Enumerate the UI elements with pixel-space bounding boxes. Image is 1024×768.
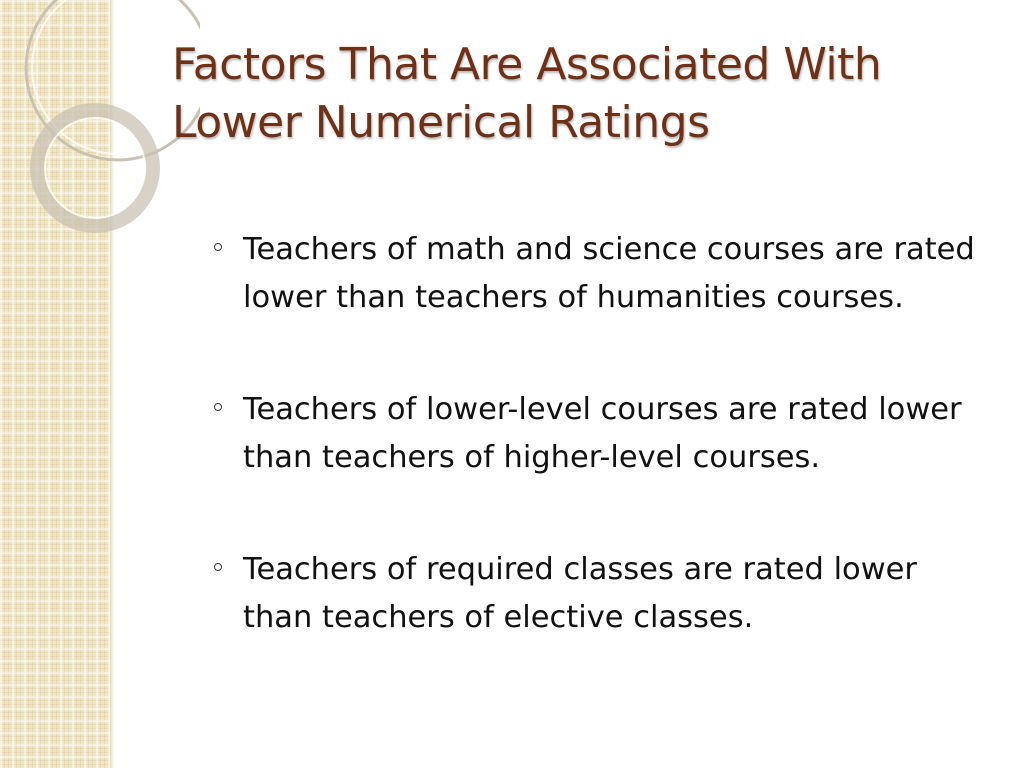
hollow-circle-bullet-icon [214,403,222,411]
ring-ornament-icon [0,0,200,260]
bullet-list [210,226,990,642]
bullet-item [210,386,990,482]
slide-title: Factors That Are Associated With Lower Numerical Ratings [172,39,882,148]
bullet-text: Teachers of math and science courses are rated lower than teachers of humanities courses. [243,232,975,315]
hollow-circle-bullet-icon [214,563,222,571]
hollow-circle-bullet-icon [214,243,222,251]
bullet-text: Teachers of lower-level courses are rated lower than teachers of higher-level courses. [243,392,962,475]
bullet-text: Teachers of required classes are rated lower than teachers of elective classes. [243,552,917,635]
bullet-item [210,546,990,642]
bullet-item [210,226,990,322]
